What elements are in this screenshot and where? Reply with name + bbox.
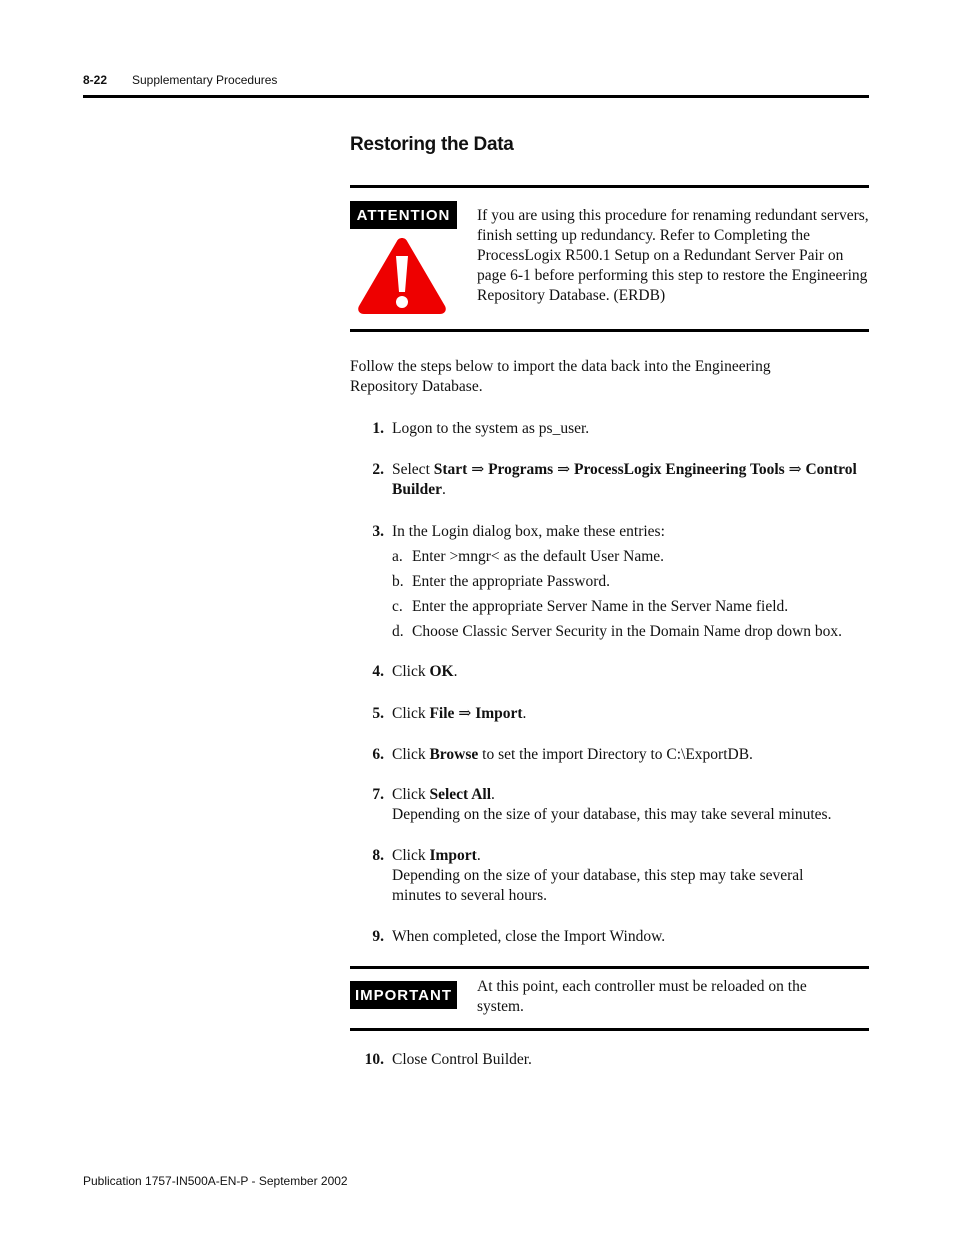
attention-bottom-rule bbox=[350, 329, 869, 332]
step-number: 3. bbox=[372, 523, 384, 540]
step-number: 10. bbox=[364, 1051, 384, 1068]
important-label: IMPORTANT bbox=[350, 981, 457, 1009]
step-text-part: Click bbox=[392, 847, 430, 864]
page-number: 8-22 bbox=[83, 73, 108, 87]
step-number: 8. bbox=[372, 847, 384, 864]
sub-step-letter: c. bbox=[392, 598, 403, 615]
important-bottom-rule bbox=[350, 1028, 869, 1031]
step-text: When completed, close the Import Window. bbox=[392, 928, 666, 945]
attention-label: ATTENTION bbox=[350, 201, 457, 229]
button-select-all: Select All bbox=[429, 786, 492, 803]
page-header bbox=[83, 73, 278, 87]
step-number: 9. bbox=[372, 928, 384, 945]
step-text-part: Select bbox=[392, 461, 434, 478]
step-number: 7. bbox=[372, 786, 384, 803]
step-text-part: . bbox=[491, 786, 495, 803]
page-title: Restoring the Data bbox=[350, 134, 514, 155]
sub-step-text: Choose Classic Server Security in the Domain Name drop down box. bbox=[412, 623, 843, 640]
important-top-rule bbox=[350, 966, 869, 969]
step-text-part: Click bbox=[392, 786, 430, 803]
step-text-part: . bbox=[522, 705, 527, 722]
step-text-part: . bbox=[441, 481, 446, 498]
important-text: At this point, each controller must be reloaded on the system. bbox=[477, 978, 807, 1015]
sub-step-letter: b. bbox=[392, 573, 404, 590]
sub-step-b bbox=[392, 572, 872, 592]
sub-step-c bbox=[392, 597, 872, 617]
button-browse: Browse bbox=[429, 746, 479, 763]
step-text-part: Click bbox=[392, 746, 430, 763]
sub-step-letter: d. bbox=[392, 623, 404, 640]
step-note: Depending on the size of your database, this may take several minutes. bbox=[392, 806, 832, 823]
step-number: 5. bbox=[372, 705, 384, 722]
step-number: 6. bbox=[372, 746, 384, 763]
sub-step-letter: a. bbox=[392, 548, 403, 565]
step-text bbox=[392, 522, 872, 647]
menu-import: Import bbox=[475, 705, 523, 722]
step-text bbox=[392, 785, 872, 825]
step-number: 2. bbox=[372, 461, 384, 478]
publication-footer: Publication 1757-IN500A-EN-P - September 2002 bbox=[83, 1174, 348, 1188]
step-text-part: . bbox=[476, 847, 481, 864]
step-text-part: Click bbox=[392, 663, 430, 680]
sub-step-text: Enter >mngr< as the default User Name. bbox=[412, 548, 665, 565]
arrow-icon: ⇒ bbox=[471, 461, 485, 478]
sub-step-a bbox=[392, 547, 872, 567]
step-text bbox=[392, 704, 872, 724]
step-note: Depending on the size of your database, this step may take several minutes to several hours. bbox=[392, 867, 804, 904]
step-text: Close Control Builder. bbox=[392, 1051, 532, 1068]
section-name: Supplementary Procedures bbox=[132, 73, 278, 87]
step-text bbox=[392, 745, 872, 765]
step-text bbox=[392, 846, 872, 906]
step-text-part: to set the import Directory to C:\ExportDB. bbox=[478, 746, 753, 763]
arrow-icon: ⇒ bbox=[788, 461, 802, 478]
menu-start: Start bbox=[433, 461, 468, 478]
step-number: 4. bbox=[372, 663, 384, 680]
step-text: Logon to the system as ps_user. bbox=[392, 420, 590, 437]
sub-step-text: Enter the appropriate Password. bbox=[412, 573, 610, 590]
sub-step-text: Enter the appropriate Server Name in the Server Name field. bbox=[412, 598, 789, 615]
sub-step-d bbox=[392, 622, 872, 642]
menu-processlogix-tools: ProcessLogix Engineering Tools bbox=[573, 461, 785, 478]
step-text-part: . bbox=[453, 663, 458, 680]
warning-triangle-icon bbox=[356, 234, 448, 321]
step-text-part: Click bbox=[392, 705, 430, 722]
intro-paragraph: Follow the steps below to import the data back into the Engineering Repository Database. bbox=[350, 358, 771, 395]
attention-text: If you are using this procedure for renaming redundant servers, finish setting up redundancy. Refer to Completing the ProcessLogix R500.1 Setup on a Redundant Server Pair on page 6-1 before performing this step to restore the Engineering Repository Database. (ERDB) bbox=[477, 207, 869, 304]
step-text-part: In the Login dialog box, make these entries: bbox=[392, 523, 665, 540]
sub-steps bbox=[392, 547, 872, 642]
arrow-icon: ⇒ bbox=[557, 461, 571, 478]
button-ok: OK bbox=[429, 663, 454, 680]
step-text bbox=[392, 460, 872, 500]
attention-top-rule bbox=[350, 185, 869, 188]
menu-programs: Programs bbox=[488, 461, 554, 478]
arrow-icon: ⇒ bbox=[458, 705, 472, 722]
step-number: 1. bbox=[372, 420, 384, 437]
header-rule bbox=[83, 95, 869, 98]
step-text bbox=[392, 662, 872, 682]
button-import: Import bbox=[429, 847, 477, 864]
menu-file: File bbox=[429, 705, 455, 722]
menu-control-builder: Control Builder bbox=[392, 461, 857, 498]
